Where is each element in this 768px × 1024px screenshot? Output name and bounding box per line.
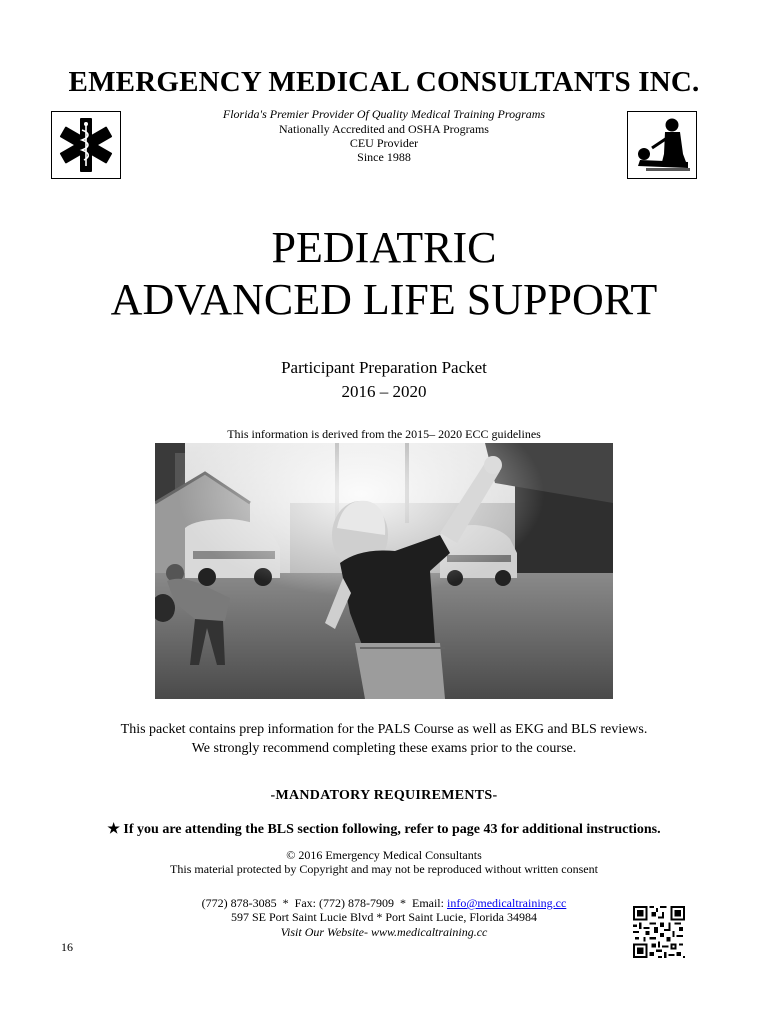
address-line: 597 SE Port Saint Lucie Blvd * Port Saint Lucie, Florida 34984 [231, 910, 537, 924]
cpr-training-icon [627, 111, 697, 179]
page-number: 16 [61, 940, 73, 954]
packet-years: 2016 – 2020 [341, 382, 427, 401]
title-line-1: PEDIATRIC [271, 223, 497, 272]
ceu-line: CEU Provider [349, 136, 419, 150]
copyright-notice: This material protected by Copyright and may not be reproduced without written consent [170, 862, 598, 876]
company-name: EMERGENCY MEDICAL CONSULTANTS INC. [68, 66, 700, 98]
bls-instruction-text: If you are attending the BLS section following, refer to page 43 for additional instructions. [123, 822, 661, 837]
star-icon: ★ [107, 822, 120, 837]
tagline: Florida's Premier Provider Of Quality Medical Training Programs [222, 107, 546, 121]
packet-name: Participant Preparation Packet [281, 358, 487, 377]
phone-fax-text: (772) 878-3085 * Fax: (772) 878-7909 * Email: [201, 896, 447, 910]
accreditation-line: Nationally Accredited and OSHA Programs [279, 122, 489, 136]
star-of-life-icon [51, 111, 121, 179]
bls-instruction [0, 821, 768, 838]
intro-line-1: This packet contains prep information for the PALS Course as well as EKG and BLS reviews. [120, 722, 648, 737]
since-line: Since 1988 [357, 150, 411, 164]
guidelines-note: This information is derived from the 2015– 2020 ECC guidelines [227, 427, 541, 441]
intro-line-2: We strongly recommend completing these exams prior to the course. [191, 741, 577, 756]
mandatory-heading: -MANDATORY REQUIREMENTS- [270, 788, 498, 803]
email-link[interactable]: info@medicaltraining.cc [446, 896, 567, 910]
website-line: Visit Our Website- www.medicaltraining.cc [280, 925, 488, 939]
child-playing-photo [155, 443, 613, 699]
title-line-2: ADVANCED LIFE SUPPORT [110, 275, 658, 324]
copyright-line: © 2016 Emergency Medical Consultants [286, 848, 482, 862]
qr-code-icon [633, 906, 685, 958]
